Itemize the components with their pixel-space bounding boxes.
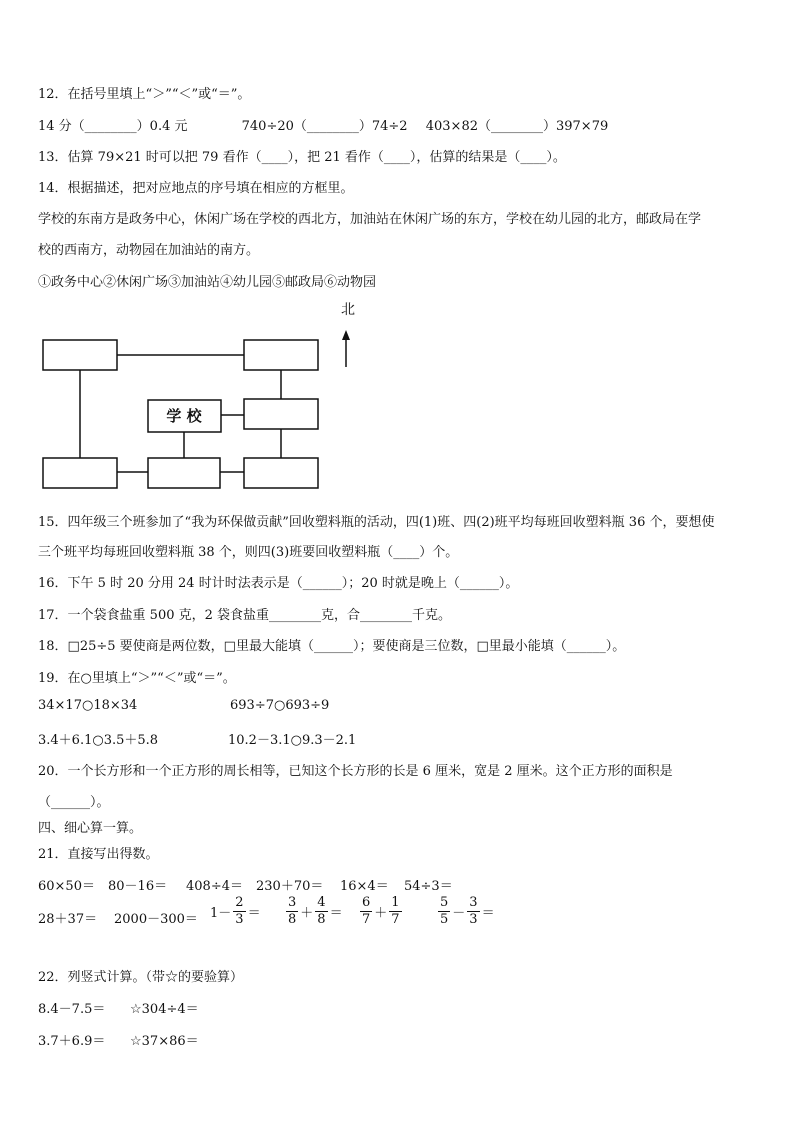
f3-fraction-a [360,895,372,928]
q15-line2: 三个班平均每班回收塑料瓶 38 个，则四(3)班要回收塑料瓶（____）个。 [38,545,459,560]
f3-num2: 1 [391,895,400,910]
f3-fraction-b [389,895,401,928]
q21-r2-2: 2000－300＝ [114,912,198,927]
q21-r1-6: 54÷3＝ [404,879,453,894]
f2-fraction-a [286,895,298,928]
f3-den1: 7 [362,912,371,927]
box-middle-right [244,399,318,429]
q14-direction-diagram [0,290,794,495]
q12-items [38,115,608,134]
f4-post: ＝ [481,906,495,921]
box-top-left [43,340,117,370]
q22-r1a: 8.4－7.5＝ [38,1002,106,1017]
q22-r1b: ☆304÷4＝ [130,1002,199,1017]
q21-frac-expr-4 [436,895,495,928]
q18-text: 18．□25÷5 要使商是两位数，□里最大能填（______）；要使商是三位数，□里最小能填（______）。 [38,639,626,654]
q14-options: ①政务中心②休闲广场③加油站④幼儿园⑤邮政局⑥动物园 [38,275,377,290]
f1-pre: 1－ [210,906,232,921]
f4-den1: 5 [440,912,449,927]
f3-num1: 6 [362,895,371,910]
f2-fraction-b [315,895,327,928]
q20-line2: （______）。 [38,795,110,810]
f4-fraction-a [438,895,450,928]
q21-r1-2: 80－16＝ [108,879,168,894]
q12-item-1: 14 分（________）0.4 元 [38,119,188,134]
q21-r1-3: 408÷4＝ [186,879,243,894]
box-top-right [244,340,318,370]
box-bottom-left [43,458,117,488]
f1-post: ＝ [247,906,261,921]
box-bottom-middle [148,458,220,488]
school-label: 学 校 [166,407,202,425]
q12-title: 12．在括号里填上“＞”“＜”或“＝”。 [38,87,251,102]
q14-desc-line1: 学校的东南方是政务中心，休闲广场在学校的西北方，加油站在休闲广场的东方，学校在幼儿园的北方，邮政局在学 [38,212,702,227]
f2-num2: 4 [317,895,326,910]
q21-frac-expr-1 [210,895,261,928]
q21-r2-1: 28＋37＝ [38,912,98,927]
f2-den1: 8 [288,912,297,927]
f1-den: 3 [235,912,244,927]
f2-num1: 3 [288,895,297,910]
north-arrow-head [342,330,350,340]
q16-text: 16．下午 5 时 20 分用 24 时计时法表示是（______）；20 时就是晚上（______）。 [38,576,519,591]
q17-text: 17．一个袋食盐重 500 克，2 袋食盐重________克，合________千克。 [38,608,452,623]
f2-post: ＝ [329,906,343,921]
q22-r2a: 3.7＋6.9＝ [38,1034,106,1049]
f4-num2: 3 [469,895,478,910]
q21-title: 21．直接写出得数。 [38,847,159,862]
f4-num1: 5 [440,895,449,910]
q21-r1-4: 230＋70＝ [256,879,324,894]
f4-op: － [452,906,466,921]
q21-r1-1: 60×50＝ [38,879,95,894]
q22-title: 22．列竖式计算。（带☆的要验算） [38,970,244,985]
q13-text: 13．估算 79×21 时可以把 79 看作（____），把 21 看作（____），估算的结果是（____）。 [38,150,566,165]
f2-den2: 8 [317,912,326,927]
f4-fraction-b [467,895,479,928]
f4-den2: 3 [469,912,478,927]
q21-frac-expr-3 [358,895,404,928]
q19-r1b: 693÷7○693÷9 [230,698,330,713]
q15-line1: 15．四年级三个班参加了“我为环保做贡献”回收塑料瓶的活动，四(1)班、四(2)班平均每班回收塑料瓶 36 个，要想使 [38,515,715,530]
q19-title: 19．在○里填上“＞”“＜”或“＝”。 [38,671,236,686]
q19-r2a: 3.4＋6.1○3.5＋5.8 [38,733,159,748]
f1-num: 2 [235,895,244,910]
q12-item-3: 403×82（________）397×79 [425,119,609,134]
q21-r1-5: 16×4＝ [340,879,389,894]
f3-op: ＋ [374,906,388,921]
q12-item-2: 740÷20（________）74÷2 [241,119,408,134]
section4-title: 四、细心算一算。 [38,821,143,836]
q22-r2b: ☆37×86＝ [130,1034,199,1049]
q19-r1a: 34×17○18×34 [38,698,138,713]
f3-den2: 7 [391,912,400,927]
q14-desc-line2: 校的西南方，动物园在加油站的南方。 [38,243,260,258]
q20-line1: 20．一个长方形和一个正方形的周长相等，已知这个长方形的长是 6 厘米，宽是 2 厘米。这个正方形的面积是 [38,764,673,779]
q19-r2b: 10.2－3.1○9.3－2.1 [228,733,357,748]
f2-op: ＋ [300,906,314,921]
q21-frac-expr-2 [284,895,343,928]
q14-title: 14．根据描述，把对应地点的序号填在相应的方框里。 [38,181,354,196]
box-bottom-right [244,458,318,488]
f1-fraction [233,895,245,928]
north-label: 北 [341,302,355,318]
